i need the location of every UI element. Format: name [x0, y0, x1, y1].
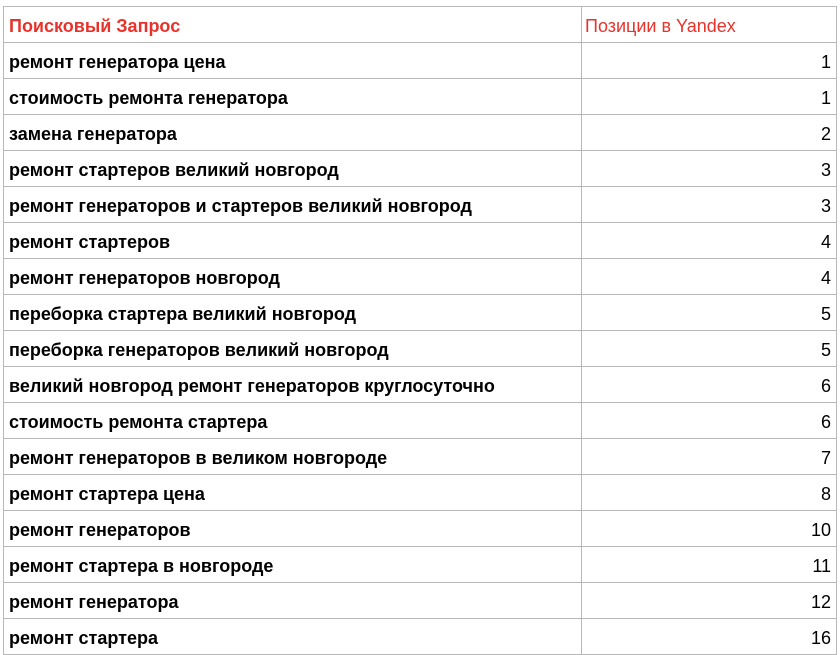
query-cell[interactable]: стоимость ремонта генератора: [4, 79, 582, 115]
position-cell[interactable]: 16: [582, 619, 837, 655]
table-row: [4, 475, 837, 511]
header-row: [4, 7, 837, 43]
table-row: [4, 619, 837, 655]
table-row: [4, 547, 837, 583]
position-cell[interactable]: 5: [582, 331, 837, 367]
position-cell[interactable]: 5: [582, 295, 837, 331]
query-cell[interactable]: ремонт генераторов: [4, 511, 582, 547]
table-row: [4, 43, 837, 79]
table-row: [4, 511, 837, 547]
query-cell[interactable]: ремонт генераторов в великом новгороде: [4, 439, 582, 475]
table-row: [4, 223, 837, 259]
table-row: [4, 403, 837, 439]
position-cell[interactable]: 4: [582, 259, 837, 295]
position-cell[interactable]: 7: [582, 439, 837, 475]
position-cell[interactable]: 12: [582, 583, 837, 619]
query-cell[interactable]: ремонт генератора цена: [4, 43, 582, 79]
table-row: [4, 115, 837, 151]
query-cell[interactable]: ремонт генераторов новгород: [4, 259, 582, 295]
position-cell[interactable]: 6: [582, 367, 837, 403]
query-cell[interactable]: ремонт стартера в новгороде: [4, 547, 582, 583]
position-cell[interactable]: 8: [582, 475, 837, 511]
table-row: [4, 259, 837, 295]
table-row: [4, 367, 837, 403]
position-cell[interactable]: 6: [582, 403, 837, 439]
position-cell[interactable]: 3: [582, 187, 837, 223]
query-cell[interactable]: ремонт стартера цена: [4, 475, 582, 511]
table-body: [4, 7, 837, 655]
query-cell[interactable]: ремонт генератора: [4, 583, 582, 619]
query-cell[interactable]: стоимость ремонта стартера: [4, 403, 582, 439]
query-cell[interactable]: ремонт стартера: [4, 619, 582, 655]
query-cell[interactable]: замена генератора: [4, 115, 582, 151]
query-cell[interactable]: переборка генераторов великий новгород: [4, 331, 582, 367]
table-row: [4, 79, 837, 115]
table-row: [4, 439, 837, 475]
table-row: [4, 583, 837, 619]
positions-table: [3, 6, 837, 655]
position-cell[interactable]: 4: [582, 223, 837, 259]
position-cell[interactable]: 10: [582, 511, 837, 547]
table-row: [4, 187, 837, 223]
query-cell[interactable]: ремонт стартеров: [4, 223, 582, 259]
position-cell[interactable]: 2: [582, 115, 837, 151]
query-cell[interactable]: переборка стартера великий новгород: [4, 295, 582, 331]
position-cell[interactable]: 1: [582, 79, 837, 115]
header-position[interactable]: Позиции в Yandex: [582, 7, 837, 43]
position-cell[interactable]: 1: [582, 43, 837, 79]
position-cell[interactable]: 11: [582, 547, 837, 583]
table-row: [4, 295, 837, 331]
table-row: [4, 331, 837, 367]
query-cell[interactable]: ремонт стартеров великий новгород: [4, 151, 582, 187]
query-cell[interactable]: ремонт генераторов и стартеров великий новгород: [4, 187, 582, 223]
position-cell[interactable]: 3: [582, 151, 837, 187]
query-cell[interactable]: великий новгород ремонт генераторов круглосуточно: [4, 367, 582, 403]
header-query[interactable]: Поисковый Запрос: [4, 7, 582, 43]
table-row: [4, 151, 837, 187]
